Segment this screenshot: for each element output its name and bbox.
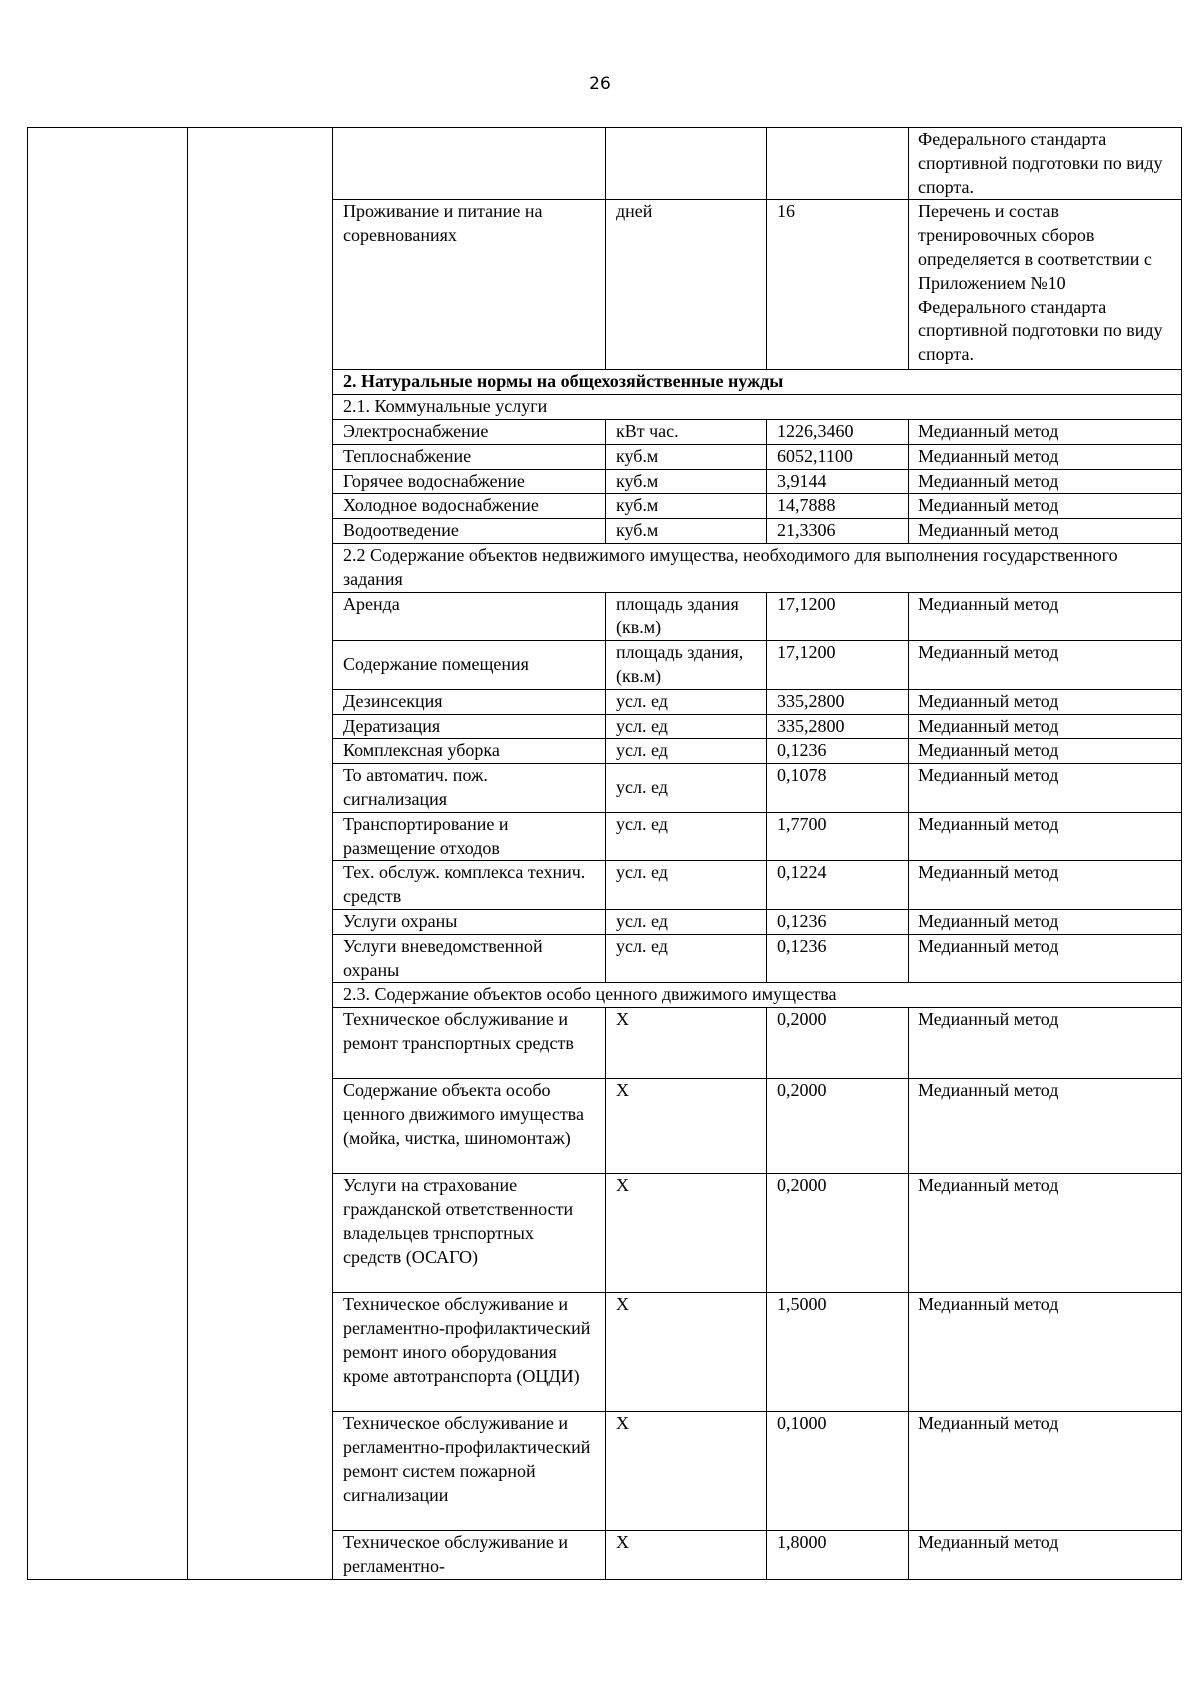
item-method: Медианный метод xyxy=(909,641,1182,690)
item-value: 0,1236 xyxy=(767,739,909,764)
item-name: Холодное водоснабжение xyxy=(333,494,606,519)
page-number: 26 xyxy=(589,74,611,94)
item-value xyxy=(767,128,909,200)
item-name: Услуги на страхование гражданской ответственности владельцев трнспортных средств (ОСАГО) xyxy=(333,1174,606,1293)
item-value: 0,1224 xyxy=(767,861,909,910)
item-unit: куб.м xyxy=(606,519,767,544)
item-unit: дней xyxy=(606,200,767,370)
item-name: Содержание объекта особо ценного движимого имущества (мойка, чистка, шиномонтаж) xyxy=(333,1079,606,1174)
section-heading: 2.2 Содержание объектов недвижимого имущества, необходимого для выполнения государственного задания xyxy=(333,543,1182,592)
item-unit: усл. ед xyxy=(606,764,767,813)
item-method: Медианный метод xyxy=(909,494,1182,519)
item-method: Медианный метод xyxy=(909,469,1182,494)
item-unit: Х xyxy=(606,1531,767,1580)
item-method: Медианный метод xyxy=(909,1079,1182,1174)
item-name: Дезинсекция xyxy=(333,689,606,714)
item-name: Транспортирование и размещение отходов xyxy=(333,812,606,861)
item-unit xyxy=(606,128,767,200)
item-name: Техническое обслуживание и ремонт транспортных средств xyxy=(333,1008,606,1079)
item-method: Медианный метод xyxy=(909,764,1182,813)
table-row xyxy=(28,128,1182,200)
outer-column-2 xyxy=(188,128,333,1580)
item-name: Содержание помещения xyxy=(333,641,606,690)
item-unit: кВт час. xyxy=(606,419,767,444)
item-value: 17,1200 xyxy=(767,592,909,641)
item-method: Медианный метод xyxy=(909,592,1182,641)
item-unit: усл. ед xyxy=(606,812,767,861)
item-name: Горячее водоснабжение xyxy=(333,469,606,494)
item-unit: куб.м xyxy=(606,444,767,469)
item-method: Медианный метод xyxy=(909,1293,1182,1412)
item-value: 1,5000 xyxy=(767,1293,909,1412)
item-value: 0,1000 xyxy=(767,1412,909,1531)
item-method: Медианный метод xyxy=(909,1174,1182,1293)
item-unit: площадь здания, (кв.м) xyxy=(606,641,767,690)
item-name: То автоматич. пож. сигнализация xyxy=(333,764,606,813)
item-unit: Х xyxy=(606,1008,767,1079)
section-heading: 2.1. Коммунальные услуги xyxy=(333,395,1182,420)
item-name: Водоотведение xyxy=(333,519,606,544)
item-value: 21,3306 xyxy=(767,519,909,544)
item-method: Медианный метод xyxy=(909,1008,1182,1079)
item-name: Проживание и питание на соревнованиях xyxy=(333,200,606,370)
item-method: Медианный метод xyxy=(909,689,1182,714)
item-value: 335,2800 xyxy=(767,714,909,739)
item-value: 17,1200 xyxy=(767,641,909,690)
item-name: Услуги вневедомственной охраны xyxy=(333,934,606,983)
item-unit: Х xyxy=(606,1293,767,1412)
item-value: 3,9144 xyxy=(767,469,909,494)
item-method: Медианный метод xyxy=(909,812,1182,861)
item-method: Медианный метод xyxy=(909,934,1182,983)
item-method: Медианный метод xyxy=(909,444,1182,469)
item-unit: Х xyxy=(606,1174,767,1293)
item-name: Дератизация xyxy=(333,714,606,739)
item-name xyxy=(333,128,606,200)
item-unit: усл. ед xyxy=(606,739,767,764)
section-heading: 2.3. Содержание объектов особо ценного движимого имущества xyxy=(333,983,1182,1008)
item-name: Техническое обслуживание и регламентно-профилактический ремонт систем пожарной сигнализации xyxy=(333,1412,606,1531)
item-method: Медианный метод xyxy=(909,519,1182,544)
item-name: Техническое обслуживание и регламентно- xyxy=(333,1531,606,1580)
item-value: 0,1236 xyxy=(767,909,909,934)
item-value: 0,2000 xyxy=(767,1079,909,1174)
item-unit: куб.м xyxy=(606,494,767,519)
item-name: Услуги охраны xyxy=(333,909,606,934)
item-name: Тех. обслуж. комплекса технич. средств xyxy=(333,861,606,910)
item-value: 16 xyxy=(767,200,909,370)
item-value: 1,8000 xyxy=(767,1531,909,1580)
norms-table xyxy=(27,127,1182,1580)
item-unit: усл. ед xyxy=(606,909,767,934)
item-value: 335,2800 xyxy=(767,689,909,714)
outer-column-1 xyxy=(28,128,188,1580)
item-method: Перечень и состав тренировочных сборов определяется в соответствии с Приложением №10 Федерального стандарта спортивной подготовки по виду спорта. xyxy=(909,200,1182,370)
item-method: Медианный метод xyxy=(909,909,1182,934)
item-value: 6052,1100 xyxy=(767,444,909,469)
item-method: Медианный метод xyxy=(909,1531,1182,1580)
item-unit: Х xyxy=(606,1412,767,1531)
item-name: Теплоснабжение xyxy=(333,444,606,469)
item-value: 1226,3460 xyxy=(767,419,909,444)
item-unit: усл. ед xyxy=(606,689,767,714)
item-value: 1,7700 xyxy=(767,812,909,861)
item-value: 14,7888 xyxy=(767,494,909,519)
item-method: Медианный метод xyxy=(909,714,1182,739)
item-unit: усл. ед xyxy=(606,861,767,910)
item-name: Техническое обслуживание и регламентно-профилактический ремонт иного оборудования кроме автотранспорта (ОЦДИ) xyxy=(333,1293,606,1412)
item-unit: усл. ед xyxy=(606,714,767,739)
item-value: 0,1236 xyxy=(767,934,909,983)
item-value: 0,1078 xyxy=(767,764,909,813)
section-heading: 2. Натуральные нормы на общехозяйственные нужды xyxy=(333,370,1182,395)
item-unit: Х xyxy=(606,1079,767,1174)
item-method: Медианный метод xyxy=(909,861,1182,910)
item-unit: куб.м xyxy=(606,469,767,494)
item-method: Федерального стандарта спортивной подготовки по виду спорта. xyxy=(909,128,1182,200)
item-value: 0,2000 xyxy=(767,1174,909,1293)
item-name: Комплексная уборка xyxy=(333,739,606,764)
item-name: Аренда xyxy=(333,592,606,641)
item-name: Электроснабжение xyxy=(333,419,606,444)
item-unit: усл. ед xyxy=(606,934,767,983)
item-value: 0,2000 xyxy=(767,1008,909,1079)
item-method: Медианный метод xyxy=(909,1412,1182,1531)
item-unit: площадь здания (кв.м) xyxy=(606,592,767,641)
item-method: Медианный метод xyxy=(909,419,1182,444)
item-method: Медианный метод xyxy=(909,739,1182,764)
